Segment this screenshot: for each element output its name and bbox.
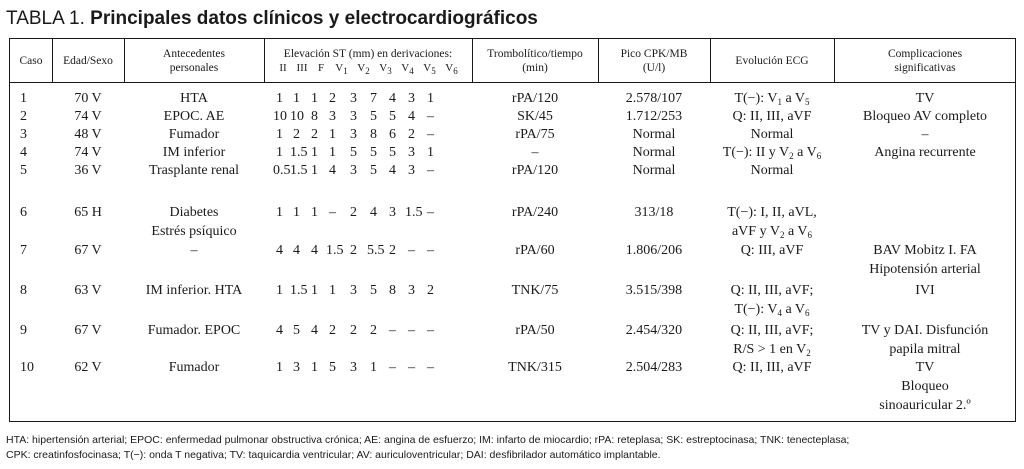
cell-antecedentes: Fumador	[168, 360, 220, 375]
cell-st-value: 10	[273, 109, 287, 124]
cell-caso: 9	[20, 323, 27, 338]
cell-evolucion: R/S > 1 en $V_2$	[733, 342, 811, 358]
cell-st-value: 4	[389, 91, 396, 106]
cell-st-value: 3	[389, 205, 396, 220]
cell-trombolitico: rPA/50	[515, 323, 555, 338]
cell-st-value: 10	[290, 109, 304, 124]
cell-antecedentes: HTA	[180, 91, 208, 106]
cell-st-value: 1	[311, 360, 318, 375]
cell-st-value: 3	[408, 145, 415, 160]
cell-st-value: 2	[311, 127, 318, 142]
cell-st-value: 3	[350, 109, 357, 124]
cell-complicaciones: sinoauricular 2.º	[879, 398, 971, 413]
cell-st-value: 5	[370, 163, 377, 178]
cell-st-value: –	[427, 360, 434, 375]
cell-cpk: 1.712/253	[625, 109, 683, 124]
cell-st-value: 4	[276, 323, 283, 338]
cell-st-value: 5	[329, 360, 336, 375]
cell-antecedentes: EPOC. AE	[163, 109, 225, 124]
cell-st-value: –	[408, 323, 415, 338]
cell-edad-sexo: 67 V	[74, 243, 102, 258]
lead-header: $V_4$	[401, 61, 414, 76]
header-caso: Caso	[19, 54, 43, 67]
lead-header: II	[279, 61, 287, 74]
cell-st-value: 1	[311, 205, 318, 220]
cell-trombolitico: rPA/120	[511, 163, 559, 178]
table-title	[6, 8, 538, 30]
cell-caso: 6	[20, 205, 27, 220]
cell-st-value: –	[329, 205, 336, 220]
cell-evolucion: Q: II, III, aVF	[732, 360, 812, 375]
cell-st-value: 2	[408, 127, 415, 142]
cell-evolucion: Normal	[750, 127, 794, 142]
cell-caso: 10	[20, 360, 34, 375]
cell-st-value: 3	[350, 127, 357, 142]
cell-st-value: –	[408, 243, 415, 258]
cell-st-value: 1	[329, 145, 336, 160]
cell-st-value: 1.5	[405, 205, 423, 220]
footnote-line: CPK: creatinfosfocinasa; T(−): onda T negativa; TV: taquicardia ventricular; AV: auriculoventricular; DAI: desfibrilador automático implantable.	[6, 449, 661, 461]
cell-complicaciones: Hipotensión arterial	[869, 262, 981, 277]
cell-edad-sexo: 48 V	[74, 127, 102, 142]
cell-st-value: 2	[350, 205, 357, 220]
cell-st-value: 4	[276, 243, 283, 258]
cell-st-value: 1	[329, 283, 336, 298]
header-rule	[10, 82, 1015, 83]
cell-st-value: 3	[408, 91, 415, 106]
cell-st-value: 1.5	[290, 163, 308, 178]
cell-evolucion: Q: III, aVF	[740, 243, 804, 258]
cell-st-value: 8	[370, 127, 377, 142]
header-edad-sexo: Edad/Sexo	[63, 54, 113, 67]
cell-antecedentes: –	[190, 243, 198, 258]
cell-trombolitico: rPA/120	[511, 91, 559, 106]
cell-st-value: 4	[293, 243, 300, 258]
cell-st-value: 5.5	[367, 243, 385, 258]
cell-st-value: –	[389, 323, 396, 338]
footnote	[6, 433, 849, 463]
cell-trombolitico: rPA/60	[515, 243, 555, 258]
cell-st-value: 1	[311, 91, 318, 106]
cell-complicaciones: TV	[915, 91, 935, 106]
cell-st-value: –	[427, 243, 434, 258]
cell-st-value: –	[427, 163, 434, 178]
cell-st-value: 4	[370, 205, 377, 220]
cell-st-value: 5	[370, 283, 377, 298]
cell-st-value: 5	[370, 145, 377, 160]
footnote-line: HTA: hipertensión arterial; EPOC: enfermedad pulmonar obstructiva crónica; AE: angina de esfuerzo; IM: infarto de miocardio; rPA: reteplasa; SK: estreptocinasa; TNK: tenecteplasa;	[6, 434, 850, 446]
cell-st-value: 4	[389, 163, 396, 178]
cell-complicaciones: IVI	[915, 283, 935, 298]
cell-evolucion: Q: II, III, aVF;	[730, 323, 814, 338]
cell-complicaciones: Bloqueo AV completo	[863, 109, 987, 124]
cell-complicaciones: Bloqueo	[901, 379, 949, 394]
cell-trombolitico: TNK/315	[508, 360, 562, 375]
cell-st-value: 1	[370, 360, 377, 375]
cell-st-value: 4	[311, 323, 318, 338]
data-table	[9, 38, 1016, 422]
cell-antecedentes: Trasplante renal	[148, 163, 240, 178]
cell-st-value: 4	[311, 243, 318, 258]
cell-cpk: Normal	[632, 163, 676, 178]
cell-st-value: 2	[329, 91, 336, 106]
cell-st-value: –	[427, 127, 434, 142]
cell-caso: 8	[20, 283, 27, 298]
cell-evolucion: Normal	[750, 163, 794, 178]
lead-headers	[274, 61, 463, 75]
cell-antecedentes: Diabetes	[169, 205, 219, 220]
cell-complicaciones: TV	[915, 360, 935, 375]
cell-st-value: 1.5	[326, 243, 344, 258]
cell-st-value: 3	[350, 163, 357, 178]
cell-complicaciones: TV y DAI. Disfunción	[861, 323, 989, 338]
cell-cpk: 3.515/398	[625, 283, 683, 298]
cell-complicaciones: Angina recurrente	[874, 145, 976, 160]
cell-st-value: 2	[293, 127, 300, 142]
cell-st-value: 1	[276, 360, 283, 375]
lead-header: $V_2$	[357, 61, 370, 76]
cell-st-value: –	[427, 323, 434, 338]
cell-st-value: 2	[350, 323, 357, 338]
cell-st-value: 1	[329, 127, 336, 142]
cell-st-value: 4	[408, 109, 415, 124]
cell-cpk: 313/18	[634, 205, 674, 220]
header-antecedentes: Antecedentes personales	[163, 47, 225, 74]
cell-st-value: 3	[293, 360, 300, 375]
cell-antecedentes: IM inferior. HTA	[145, 283, 243, 298]
table-title-text: Principales datos clínicos y electrocardiográficos	[90, 8, 538, 29]
cell-cpk: Normal	[632, 127, 676, 142]
lead-header: $V_6$	[445, 61, 458, 76]
cell-caso: 3	[20, 127, 27, 142]
cell-evolucion: T(−): II y $V_2$ a $V_6$	[722, 145, 822, 161]
cell-caso: 7	[20, 243, 27, 258]
cell-evolucion: Q: II, III, aVF;	[730, 283, 814, 298]
cell-st-value: 1.5	[290, 145, 308, 160]
cell-antecedentes: Estrés psíquico	[151, 224, 237, 239]
header-complicaciones: Complicaciones significativas	[887, 47, 963, 74]
cell-st-value: 1	[276, 91, 283, 106]
cell-edad-sexo: 63 V	[74, 283, 102, 298]
cell-st-value: 1	[293, 205, 300, 220]
cell-st-value: 5	[293, 323, 300, 338]
cell-evolucion: Q: II, III, aVF	[732, 109, 812, 124]
cell-st-value: 4	[329, 163, 336, 178]
cell-st-value: –	[408, 360, 415, 375]
cell-st-value: 1	[276, 283, 283, 298]
cell-edad-sexo: 74 V	[74, 109, 102, 124]
cell-edad-sexo: 62 V	[74, 360, 102, 375]
cell-st-value: 1	[293, 91, 300, 106]
cell-st-value: 2	[389, 243, 396, 258]
cell-st-value: 1	[427, 145, 434, 160]
cell-st-value: 1	[276, 127, 283, 142]
cell-st-value: 5	[389, 109, 396, 124]
cell-st-value: 3	[329, 109, 336, 124]
cell-trombolitico: TNK/75	[511, 283, 559, 298]
lead-header: F	[317, 61, 325, 74]
table-label: TABLA 1.	[6, 8, 85, 29]
cell-st-value: 0.5	[273, 163, 291, 178]
cell-antecedentes: Fumador	[168, 127, 220, 142]
cell-complicaciones: papila mitral	[889, 342, 961, 357]
cell-complicaciones: BAV Mobitz I. FA	[873, 243, 977, 258]
cell-st-value: 7	[370, 91, 377, 106]
cell-trombolitico: SK/45	[517, 109, 553, 124]
cell-cpk: 2.454/320	[625, 323, 683, 338]
cell-evolucion: T(−): $V_1$ a $V_5$	[734, 91, 810, 107]
cell-st-value: 3	[350, 91, 357, 106]
cell-cpk: 2.504/283	[625, 360, 683, 375]
cell-antecedentes: IM inferior	[162, 145, 226, 160]
cell-antecedentes: Fumador. EPOC	[147, 323, 241, 338]
cell-edad-sexo: 74 V	[74, 145, 102, 160]
header-cpk: Pico CPK/MB (U/l)	[620, 47, 688, 74]
cell-cpk: 1.806/206	[625, 243, 683, 258]
lead-header: $V_3$	[379, 61, 392, 76]
cell-st-value: 6	[389, 127, 396, 142]
cell-st-value: 1	[311, 145, 318, 160]
cell-trombolitico: –	[531, 145, 539, 160]
cell-st-value: 8	[389, 283, 396, 298]
cell-caso: 2	[20, 109, 27, 124]
cell-caso: 5	[20, 163, 27, 178]
header-elevacion-st: Elevación ST (mm) en derivaciones: II III F $V_1$ $V_2$ $V_3$ $V_4$ $V_5$ $V_6$	[264, 39, 472, 82]
cell-st-value: 1	[311, 283, 318, 298]
cell-st-value: 5	[350, 145, 357, 160]
cell-cpk: 2.578/107	[625, 91, 683, 106]
cell-edad-sexo: 65 H	[74, 205, 102, 220]
cell-st-value: 3	[350, 283, 357, 298]
cell-st-value: 2	[329, 323, 336, 338]
cell-trombolitico: rPA/75	[515, 127, 555, 142]
cell-st-value: 3	[350, 360, 357, 375]
cell-st-value: 1.5	[290, 283, 308, 298]
lead-header: $V_5$	[423, 61, 436, 76]
cell-st-value: 8	[311, 109, 318, 124]
header-trombolitico: Trombolítico/tiempo (min)	[487, 47, 583, 74]
cell-st-value: –	[427, 205, 434, 220]
cell-trombolitico: rPA/240	[511, 205, 559, 220]
cell-edad-sexo: 70 V	[74, 91, 102, 106]
cell-st-value: 2	[427, 283, 434, 298]
cell-evolucion: T(−): I, II, aVL,	[727, 205, 817, 220]
cell-caso: 1	[20, 91, 27, 106]
cell-st-value: 5	[389, 145, 396, 160]
cell-st-value: 3	[408, 163, 415, 178]
cell-evolucion: aVF y $V_2$ a $V_6$	[731, 224, 813, 240]
cell-complicaciones: –	[921, 127, 929, 142]
lead-header: $V_1$	[335, 61, 348, 76]
cell-st-value: 2	[350, 243, 357, 258]
cell-st-value: 1	[276, 205, 283, 220]
cell-cpk: Normal	[632, 145, 676, 160]
cell-edad-sexo: 36 V	[74, 163, 102, 178]
cell-st-value: 2	[370, 323, 377, 338]
cell-st-value: 1	[276, 145, 283, 160]
cell-evolucion: T(−): $V_4$ a $V_6$	[734, 302, 810, 318]
header-evolucion: Evolución ECG	[735, 54, 809, 67]
cell-edad-sexo: 67 V	[74, 323, 102, 338]
cell-st-value: –	[427, 109, 434, 124]
cell-st-value: 5	[370, 109, 377, 124]
cell-st-value: –	[389, 360, 396, 375]
cell-st-value: 1	[311, 163, 318, 178]
cell-st-value: 1	[427, 91, 434, 106]
cell-st-value: 3	[408, 283, 415, 298]
cell-caso: 4	[20, 145, 27, 160]
lead-header: III	[296, 61, 308, 74]
